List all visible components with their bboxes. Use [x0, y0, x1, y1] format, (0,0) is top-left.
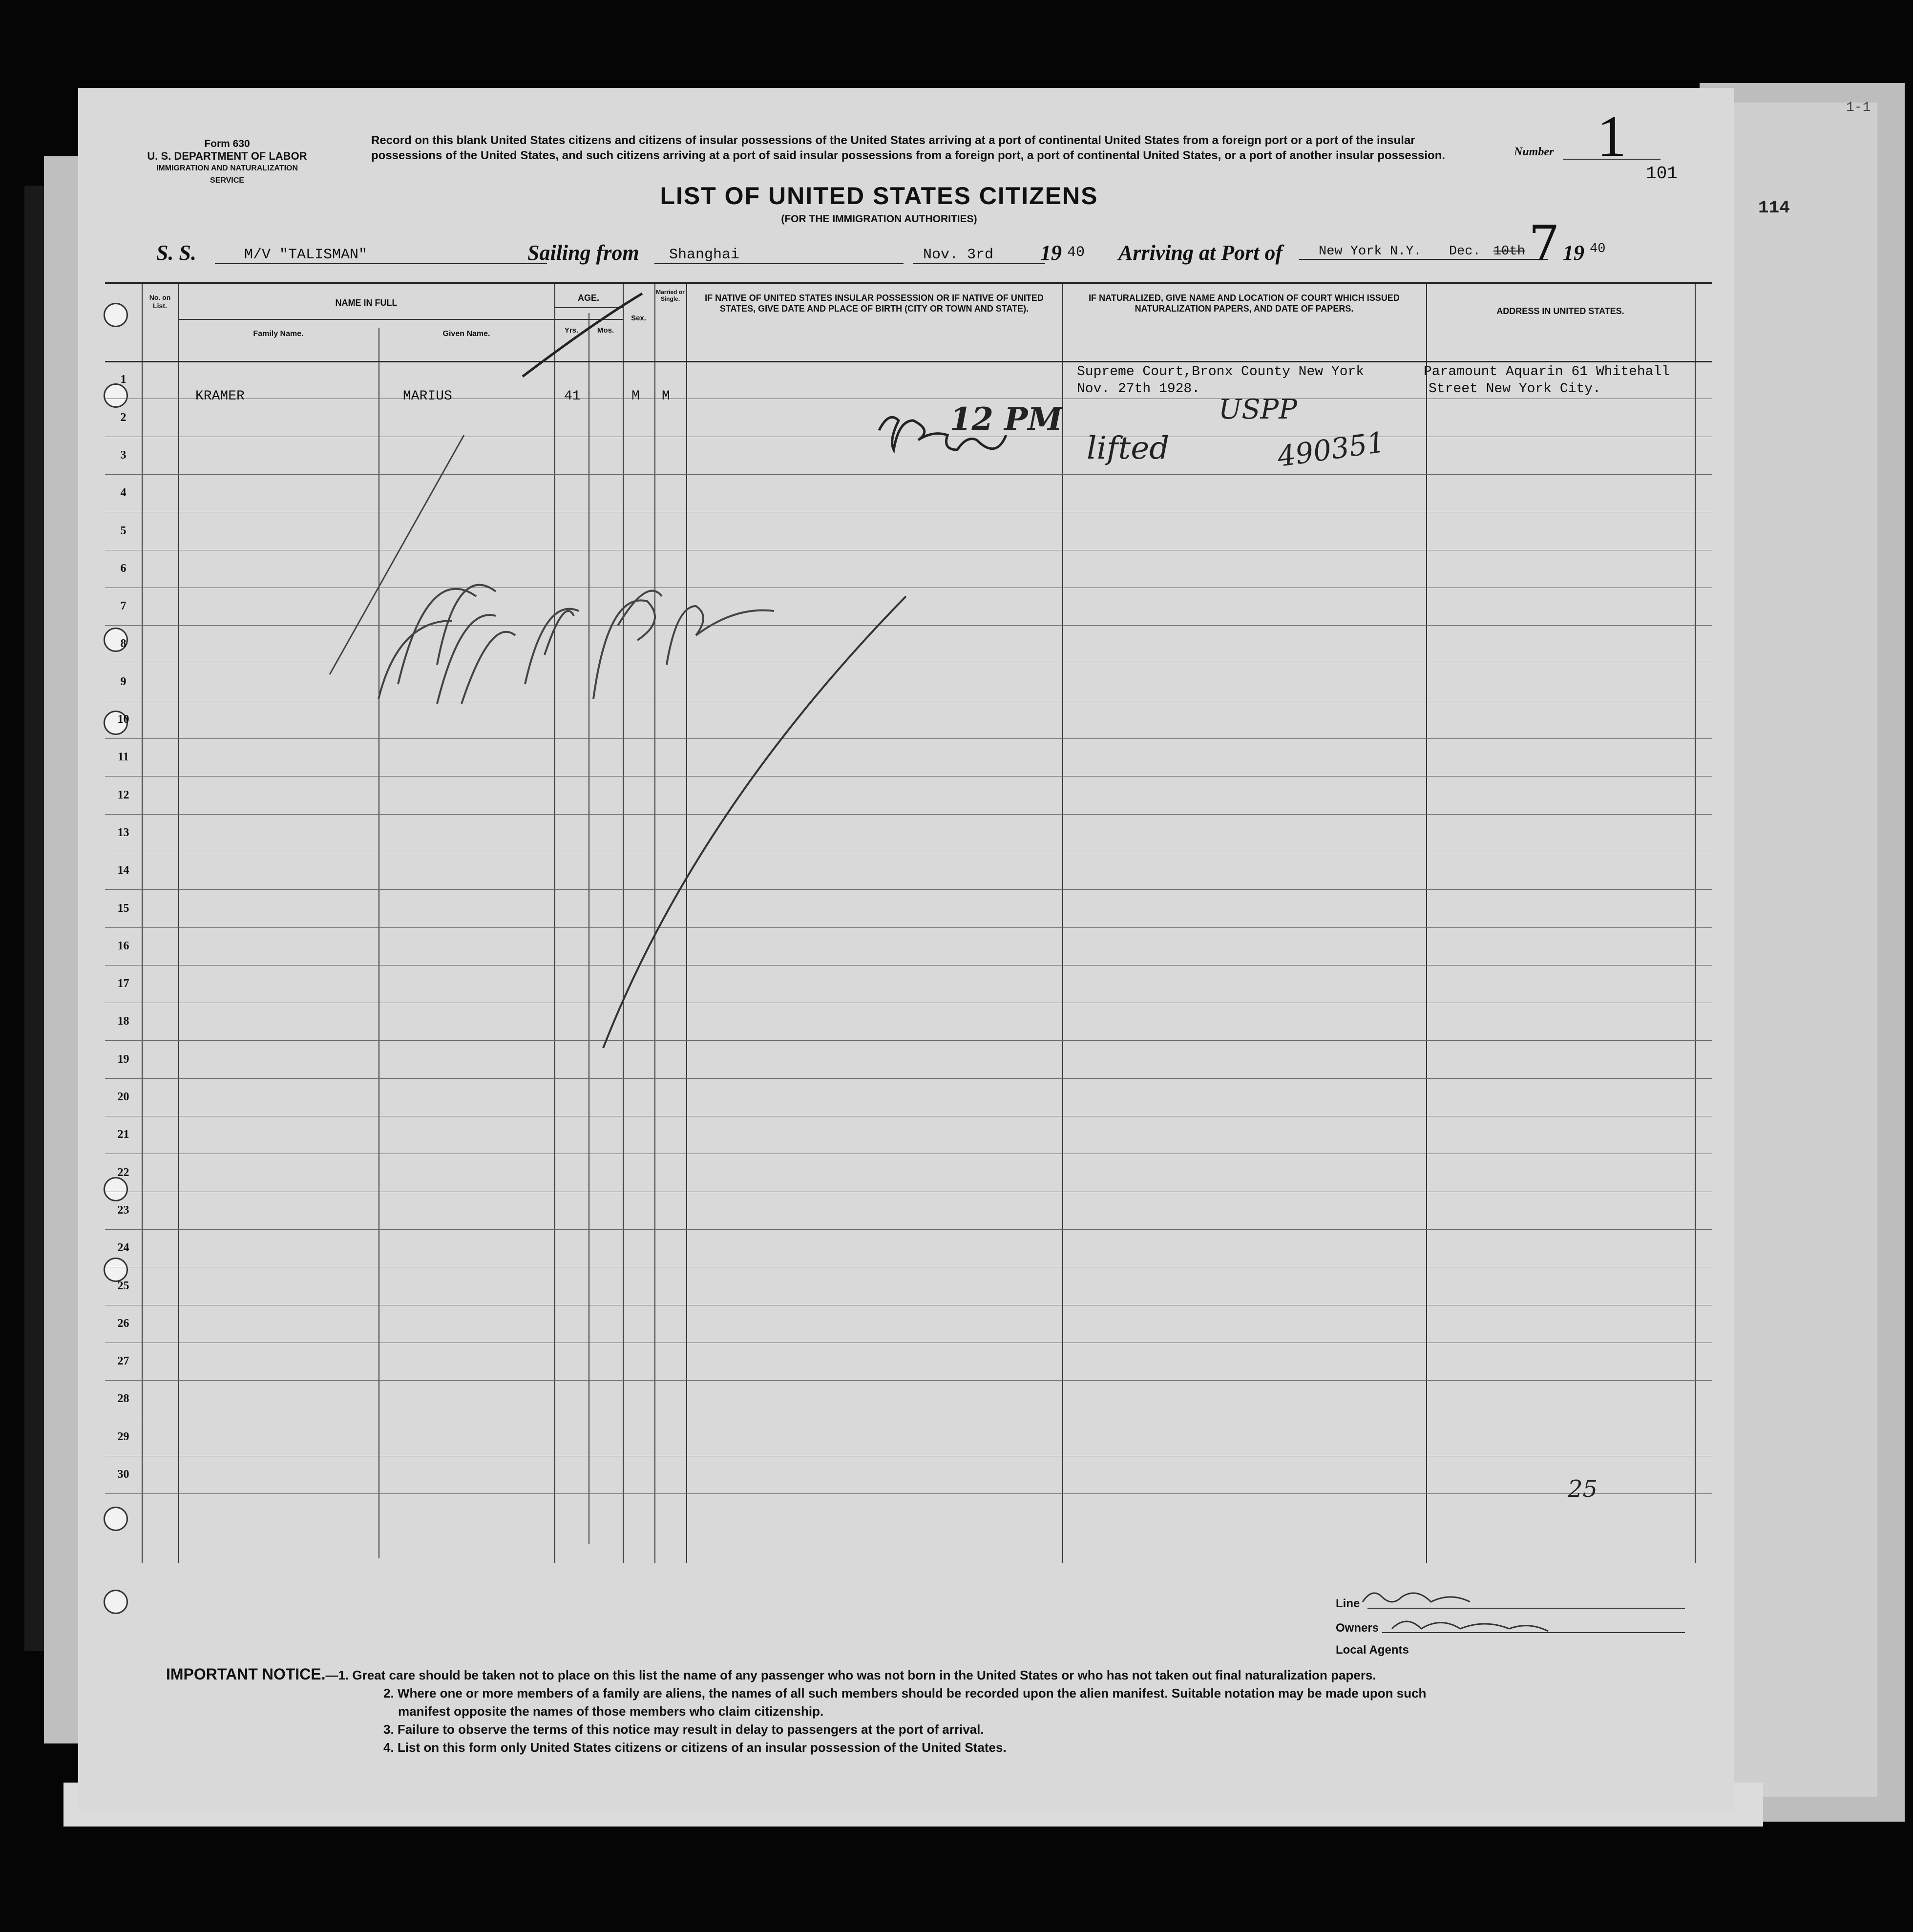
- binding-edge: [24, 186, 44, 1651]
- entry-court-line2: Nov. 27th 1928.: [1077, 381, 1200, 397]
- entry-address-line1: Paramount Aquarin 61 Whitehall: [1424, 364, 1670, 379]
- header-yrs: Yrs.: [564, 326, 579, 335]
- handwritten-uspp: USPP: [1219, 394, 1297, 425]
- arriving-year-prefix: 19: [1563, 241, 1584, 265]
- owners-signature-stroke: [1392, 1621, 1548, 1631]
- pencil-diagonal-stroke: [603, 596, 906, 1048]
- pencil-check-stroke: [523, 294, 642, 377]
- notice-item-2: 2. Where one or more members of a family are aliens, the names of all such members should be recorded upon the alien manifest. Suitable notation may be made upon such: [383, 1686, 1427, 1701]
- page-subtitle: (FOR THE IMMIGRATION AUTHORITIES): [781, 213, 977, 225]
- entry-given-name: MARIUS: [403, 389, 452, 404]
- notice-heading: IMPORTANT NOTICE.: [166, 1665, 326, 1683]
- pencil-scribble-inspector: [667, 606, 774, 665]
- owners-label: Owners: [1336, 1621, 1379, 1635]
- row-number: 2: [120, 411, 126, 424]
- sailing-year-prefix: 19: [1040, 241, 1062, 265]
- row-number: 17: [117, 977, 129, 990]
- row-number: 26: [117, 1317, 129, 1330]
- number-label: Number: [1514, 146, 1554, 158]
- header-address: ADDRESS IN UNITED STATES.: [1496, 306, 1624, 316]
- pencil-scribble-date: [525, 609, 579, 684]
- row-number: 7: [120, 600, 126, 613]
- arriving-port-name: New York N.Y.: [1319, 244, 1422, 259]
- row-number: 20: [117, 1091, 129, 1103]
- arriving-year: 40: [1590, 242, 1606, 256]
- line-label: Line: [1336, 1597, 1360, 1610]
- department-name: U. S. DEPARTMENT OF LABOR: [147, 150, 307, 162]
- row-number: 9: [120, 675, 126, 688]
- back-corner-mark: 1-1: [1846, 100, 1871, 115]
- row-number: 4: [120, 486, 126, 500]
- entry-sex: M: [631, 389, 640, 404]
- pencil-scribble-san-pedro: [378, 585, 496, 699]
- sailing-from-label: Sailing from: [527, 241, 639, 265]
- notice-item-2-cont: manifest opposite the names of those members who claim citizenship.: [398, 1704, 824, 1719]
- record-instructions: Record on this blank United States citizens and citizens of insular possessions of the United States arriving at a port of continental United States from a foreign port or a port of the insular possessions of the United States, and such citizens arriving at a port of said insular possessions from a foreign port, a port of continental United States, or a port of another insular possession.: [371, 134, 1446, 162]
- service-name: IMMIGRATION AND NATURALIZATION SERVICE: [156, 164, 298, 185]
- header-sex: Sex.: [631, 314, 646, 322]
- entry-address-line2: Street New York City.: [1429, 381, 1601, 397]
- row-number: 13: [117, 826, 129, 839]
- punch-hole-icon: [104, 1590, 128, 1614]
- row-number: 19: [117, 1052, 129, 1066]
- sailing-year: 40: [1067, 244, 1085, 261]
- pencil-scribble-shore-leave: [437, 615, 515, 704]
- header-insular: IF NATIVE OF UNITED STATES INSULAR POSSESSION OR IF NATIVE OF UNITED STATES, GIVE DATE AND PLACE OF BIRTH (CITY OR TOWN AND STATE).: [705, 293, 1044, 314]
- pencil-scribble-signature: [593, 591, 662, 699]
- handwritten-initials-stroke: [879, 417, 1006, 450]
- row-number: 12: [117, 788, 129, 801]
- row-number: 21: [117, 1128, 129, 1141]
- header-no-on-list: No. on List.: [149, 294, 171, 310]
- row-number: 29: [117, 1430, 129, 1443]
- header-family-name: Family Name.: [253, 330, 304, 338]
- handwritten-lifted: lifted: [1087, 430, 1170, 466]
- row-number: 28: [117, 1392, 129, 1406]
- sheet-number: 101: [1646, 164, 1678, 184]
- owners-signature-svg: [1387, 1612, 1582, 1636]
- notice-item-3: 3. Failure to observe the terms of this notice may result in delay to passengers at the port of arrival.: [383, 1722, 984, 1737]
- arriving-month: Dec.: [1449, 244, 1481, 259]
- handwritten-passport-number: 490351: [1275, 425, 1387, 474]
- row-number: 1: [120, 373, 126, 386]
- row-number: 30: [117, 1468, 129, 1481]
- header-mos: Mos.: [597, 326, 614, 335]
- important-notice: [166, 1665, 1426, 1757]
- row-number: 11: [118, 751, 129, 764]
- passenger-table: [105, 282, 1712, 1563]
- form-identifier: [147, 138, 308, 187]
- row-number: 8: [120, 637, 126, 651]
- entry-family-name: KRAMER: [195, 389, 245, 404]
- header-name-in-full: NAME IN FULL: [335, 298, 398, 308]
- row-number: 3: [120, 448, 126, 462]
- sailing-date: Nov. 3rd: [913, 247, 1045, 264]
- handwritten-time-note: 12 PM: [950, 401, 1063, 438]
- line-signature-stroke: [1363, 1593, 1470, 1602]
- local-agents-label: Local Agents: [1336, 1643, 1409, 1657]
- list-number: 1: [1597, 104, 1626, 168]
- entry-age-years: 41: [564, 389, 581, 404]
- header-married-single: Married or Single.: [656, 289, 685, 302]
- ship-name: M/V "TALISMAN": [215, 247, 547, 264]
- entry-marital: M: [662, 389, 670, 404]
- arriving-port: [1299, 244, 1548, 260]
- row-number: 22: [117, 1166, 129, 1179]
- row-number: 16: [117, 939, 129, 952]
- back-sheet-inner: [1729, 103, 1877, 1797]
- form-number: Form 630: [204, 138, 250, 149]
- entry-court-line1: Supreme Court,Bronx County New York: [1077, 364, 1365, 379]
- row-number: 10: [117, 713, 129, 726]
- line-signature-svg: [1358, 1582, 1504, 1612]
- sailing-from-port: Shanghai: [654, 247, 904, 264]
- row-number: 24: [117, 1241, 129, 1255]
- row-number: 23: [117, 1203, 129, 1217]
- pencil-strokes-svg: [105, 284, 1712, 1563]
- page-title: LIST OF UNITED STATES CITIZENS: [660, 182, 1098, 210]
- binding-margin: [44, 156, 78, 1743]
- row-number: 15: [117, 902, 129, 915]
- notice-item-1: —1. Great care should be taken not to place on this list the name of any passenger who was not born in the United States or who has not taken out final naturalization papers.: [325, 1668, 1376, 1682]
- arriving-day-struck: 10th: [1493, 244, 1525, 259]
- row-number: 18: [117, 1015, 129, 1028]
- header-age: AGE.: [577, 293, 599, 303]
- row-number: 6: [120, 562, 126, 575]
- handwritten-row30-mark: 25: [1568, 1475, 1598, 1503]
- row-number: 14: [117, 864, 129, 877]
- ss-label: S. S.: [156, 241, 196, 265]
- header-given-name: Given Name.: [442, 330, 490, 338]
- row-number: 27: [117, 1355, 129, 1368]
- arriving-day-handwritten: 7: [1529, 215, 1560, 272]
- notice-item-4: 4. List on this form only United States citizens or citizens of an insular possession of the United States.: [383, 1740, 1007, 1755]
- back-page-number: 114: [1758, 198, 1790, 218]
- row-number: 25: [117, 1279, 129, 1292]
- arriving-label: Arriving at Port of: [1118, 241, 1283, 265]
- header-naturalized: IF NATURALIZED, GIVE NAME AND LOCATION OF COURT WHICH ISSUED NATURALIZATION PAPERS, AND DATE OF PAPERS.: [1089, 293, 1400, 314]
- row-number: 5: [120, 524, 126, 537]
